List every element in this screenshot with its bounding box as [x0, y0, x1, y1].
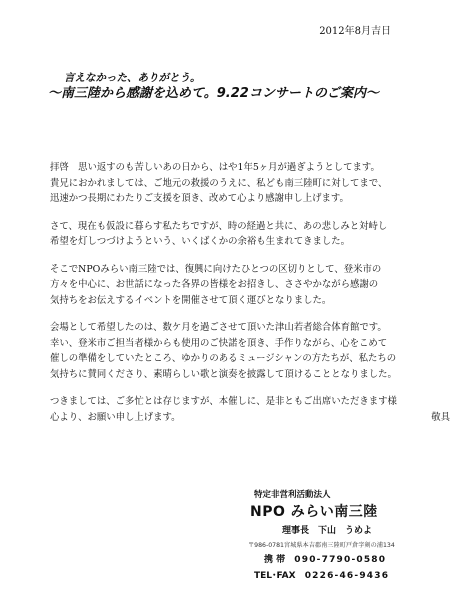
body-line: 気持ちをお伝えするイベントを開催させて頂く運びとなりました。: [50, 294, 332, 306]
body-line: 幸い、登米市ご担当者様からも使用のご快諾を頂き、手作りながら、心をこめて: [50, 337, 388, 349]
paragraph-greeting: [50, 160, 448, 207]
representative-name: 理事長 下山 うめよ: [282, 526, 373, 536]
body-line: さて、現在も仮設に暮らす私たちですが、時の経過と共に、あの悲しみと対峙し: [50, 220, 388, 232]
org-address: 〒986-0781宮城県本吉郡南三陸町戸倉字剣の浦134: [248, 542, 395, 549]
closing-line: つきましては、ご多忙とは存じますが、本催しに、是非ともご出席いただきます様: [50, 396, 397, 407]
letter-date: 2012年8月吉日: [319, 26, 391, 37]
closing-keigu: 敬具: [431, 411, 450, 423]
letter-body: [50, 160, 448, 437]
body-line: 方々を中心に、お世話になった各界の皆様をお招きし、ささやかながら感謝の: [50, 279, 379, 290]
body-line: 貴兄におかれましては、ご地元の救援のうえに、私ども南三陸町に対してまで、: [50, 177, 388, 189]
paragraph-venue: [50, 320, 448, 382]
body-line: 希望を灯しつづけようという、いくばくかの余裕も生まれてきました。: [50, 236, 351, 247]
letter-subtitle: 言えなかった、ありがとう。: [64, 72, 201, 84]
body-line: 迅速かつ長期にわたりご支援を頂き、改めて心より感謝申し上げます。: [50, 193, 349, 204]
fax-number: 0226-46-9436: [304, 571, 390, 581]
phone-label: 携 帯: [264, 555, 286, 565]
paragraph-event: [50, 262, 448, 309]
body-line: 気持ちに賛同くださり、素晴らしい歌と演奏を披露して頂けることとなりました。: [50, 368, 397, 380]
org-type: 特定非営利活動法人: [254, 490, 331, 500]
body-line: そこでNPOみらい南三陸では、復興に向けたひとつの区切りとして、登米市の: [50, 263, 382, 275]
letter-title: ～南三陸から感謝を込めて。9.22コンサートのご案内～: [48, 86, 379, 101]
paragraph-closing: [50, 394, 448, 425]
body-line: 会場として希望したのは、数ケ月を過ごさせて頂いた津山若者総合体育館です。: [50, 322, 387, 333]
closing-row: [50, 410, 448, 426]
paragraph-situation: [50, 219, 448, 250]
org-name: NPO みらい南三陸: [250, 504, 378, 520]
body-line: 催しの準備をしていたところ、ゆかりのあるミュージシャンの方たちが、私たちの: [50, 353, 397, 364]
fax-label: TEL･FAX: [254, 571, 296, 581]
fax-row: [254, 568, 453, 581]
body-line: 拝啓 思い返すのも苦しいあの日から、はや1年5ヶ月が過ぎようとしてます。: [50, 162, 380, 173]
phone-number: 090-7790-0580: [294, 555, 387, 565]
signature-block: [248, 488, 453, 581]
closing-line: 心より、お願い申し上げます。: [50, 411, 181, 423]
phone-row: [264, 552, 453, 565]
